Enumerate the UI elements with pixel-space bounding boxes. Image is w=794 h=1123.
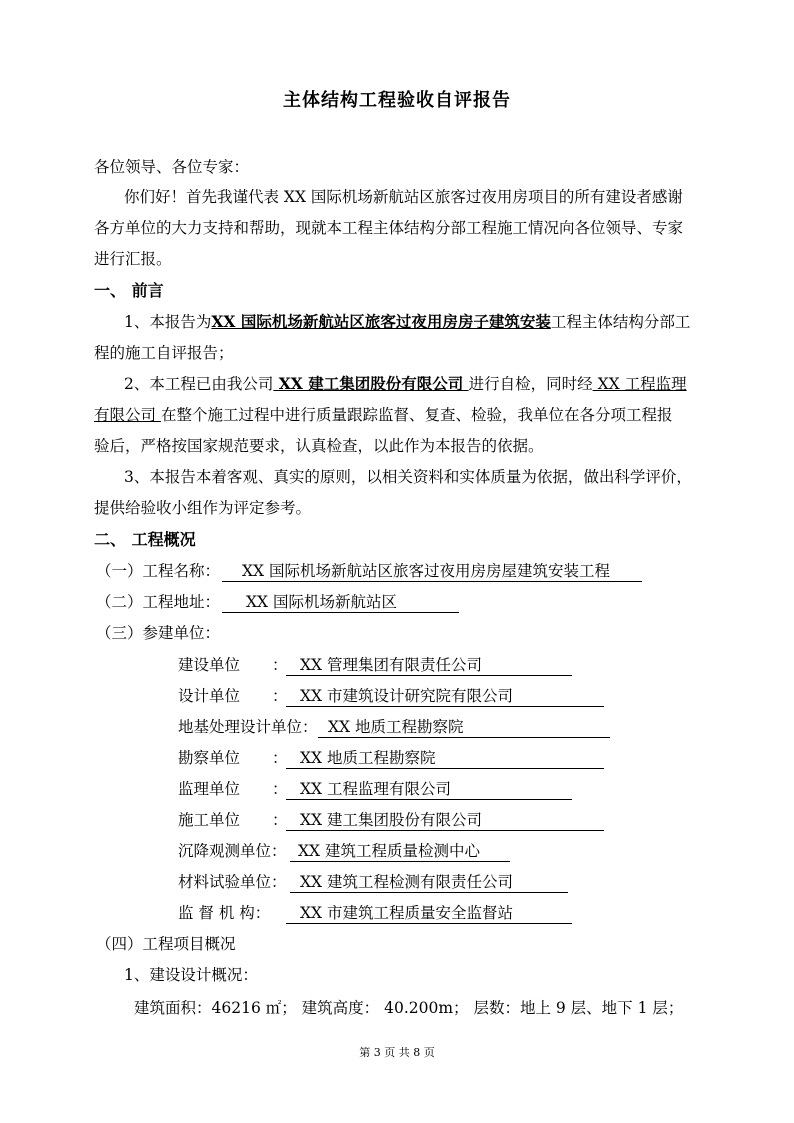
unit-label-materials: 材料试验单位：: [178, 873, 287, 891]
unit-value-owner: XX 管理集团有限责任公司: [286, 655, 572, 676]
unit-label-foundation-designer: 地基处理设计单位：: [178, 718, 318, 736]
preface-item-1: 1、本报告为XX 国际机场新航站区旅客过夜用房房子建筑安装工程主体结构分部工: [124, 312, 691, 331]
unit-value-designer: XX 市建筑设计研究院有限公司: [286, 686, 604, 707]
unit-label-construction: 施工单位: [178, 811, 241, 829]
contractor-name: XX 建工集团股份有限公司: [273, 374, 469, 393]
preface-item-3: 3、本报告本着客观、真实的原则，以相关资料和实体质量为依据，做出科学评价，: [124, 468, 692, 486]
unit-label-designer: 设计单位: [178, 687, 241, 705]
unit-value-foundation-designer: XX 地质工程勘察院: [318, 717, 610, 738]
project-address-value: XX 国际机场新航站区: [222, 592, 459, 613]
intro-line-1: 你们好！首先我谨代表 XX 国际机场新航站区旅客过夜用房项目的所有建设者感谢: [124, 188, 683, 206]
project-name-label: （一）工程名称：: [96, 562, 221, 580]
preface-item-2-line-2: 有限公司 在整个施工过程中进行质量跟踪监督、复查、检验，我单位在各分项工程报: [94, 406, 673, 424]
unit-value-survey: XX 地质工程勘察院: [286, 748, 604, 769]
page-number-footer: 第 3 页 共 8 页: [359, 1046, 435, 1059]
project-address-label: （二）工程地址：: [96, 593, 221, 611]
unit-label-oversight: 监 督 机 构：: [178, 904, 271, 922]
unit-value-construction: XX 建工集团股份有限公司: [286, 810, 604, 831]
project-overview-label: （四）工程项目概况: [96, 935, 236, 953]
unit-label-supervision: 监理单位: [178, 780, 241, 798]
unit-colon: ：: [272, 749, 288, 767]
supervisor-name-part-2: 有限公司: [94, 406, 161, 424]
participants-label: （三）参建单位：: [96, 624, 221, 642]
intro-line-2: 各方单位的大力支持和帮助，现就本工程主体结构分部工程施工情况向各位领导、专家: [94, 219, 684, 237]
unit-label-survey: 勘察单位: [178, 749, 241, 767]
unit-label-owner: 建设单位: [178, 656, 241, 674]
project-name-value: XX 国际机场新航站区旅客过夜用房房屋建筑安装工程: [222, 561, 642, 582]
design-overview-label: 1、建设设计概况：: [124, 966, 258, 984]
unit-value-supervision: XX 工程监理有限公司: [286, 779, 572, 800]
building-stats: 建筑面积：46216 ㎡； 建筑高度： 40.200m； 层数：地上 9 层、地下 1 层；: [134, 999, 684, 1017]
unit-colon: ：: [272, 811, 288, 829]
preface-item-2: 2、本工程已由我公司 XX 建工集团股份有限公司 进行自检，同时经 XX 工程监理: [124, 374, 687, 393]
unit-value-settlement: XX 建筑工程质量检测中心: [290, 841, 510, 862]
preface-item-3-line-2: 提供给验收小组作为评定参考。: [94, 499, 312, 517]
project-name-bold: XX 国际机场新航站区旅客过夜用房房子建筑安装: [211, 312, 551, 331]
preface-item-2-line-3: 验后，严格按国家规范要求，认真检查，以此作为本报告的依据。: [94, 437, 544, 455]
unit-colon: ：: [272, 687, 288, 705]
unit-colon: ：: [272, 656, 288, 674]
unit-colon: ：: [272, 780, 288, 798]
preface-item-1-line-2: 程的施工自评报告；: [94, 344, 234, 362]
supervisor-name-part-1: XX 工程监理: [592, 375, 687, 393]
report-title: 主体结构工程验收自评报告: [283, 90, 511, 111]
greeting: 各位领导、各位专家：: [94, 158, 250, 176]
intro-line-3: 进行汇报。: [94, 250, 172, 268]
section-heading-overview: 二、 工程概况: [94, 530, 196, 549]
section-heading-preface: 一、 前言: [94, 281, 164, 300]
unit-label-settlement: 沉降观测单位：: [178, 842, 287, 860]
unit-value-oversight: XX 市建筑工程质量安全监督站: [286, 903, 572, 924]
unit-value-materials: XX 建筑工程检测有限责任公司: [290, 872, 568, 893]
